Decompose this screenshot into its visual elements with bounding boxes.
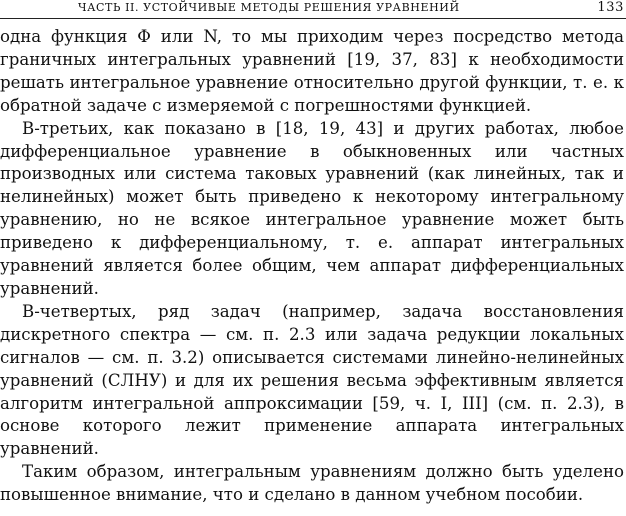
paragraph-continuation: одна функция Φ или N, то мы приходим через посредство метода граничных интегральных уравнений [19, 37, 83] к необходимости решать интегральное уравнение относительно другой функции, т. е. к обратной задаче с измеряемой с погрешностями функцией.	[0, 27, 624, 115]
paragraph-fourthly: В-четвертых, ряд задач (например, задача восстановления дискретного спектра — см. п. 2.3 или задача редукции локальных сигналов — см. п. 3.2) описывается системами линейно-нелинейных уравнений (СЛНУ) и для их решения весьма эффективным является алгоритм интегральной аппроксимации [59, ч. I, III] (см. п. 2.3), в основе которого лежит применение аппарата интегральных уравнений.	[0, 301, 624, 459]
paragraph-thirdly: В-третьих, как показано в [18, 19, 43] и других работах, любое дифференциальное уравнение в обыкновенных или частных производных или система таковых уравнений (как линейных, так и нелинейных) может быть приведено к некоторому интегральному уравнению, но не всякое интегральное уравнение может быть приведено к дифференциальному, т. е. аппарат интегральных уравнений является более общим, чем аппарат дифференциальных уравнений.	[0, 118, 624, 298]
paragraph-conclusion: Таким образом, интегральным уравнениям должно быть уделено повышенное внимание, что и сделано в данном учебном пособии.	[0, 462, 624, 505]
running-title: ЧАСТЬ II. УСТОЙЧИВЫЕ МЕТОДЫ РЕШЕНИЯ УРАВНЕНИЙ	[78, 1, 460, 14]
page-number: 133	[597, 0, 624, 15]
body-text	[0, 26, 624, 507]
running-header	[0, 0, 626, 19]
